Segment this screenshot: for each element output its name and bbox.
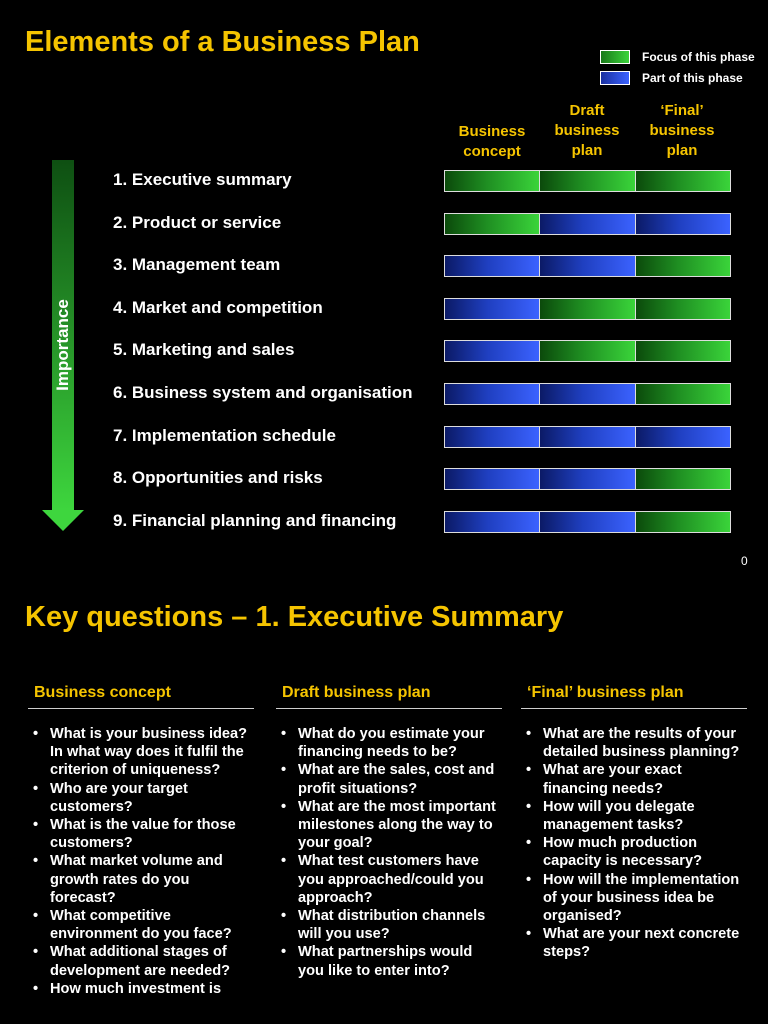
importance-label: Importance <box>53 299 72 391</box>
phase-cell-focus <box>636 469 730 489</box>
question-item: • How will the implementation of your business idea be organised? <box>521 871 747 926</box>
question-item: • Who are your target customers? <box>28 780 254 816</box>
phase-cell-part <box>540 427 635 447</box>
phase-cell-focus <box>636 512 730 532</box>
phase-bar <box>444 468 731 490</box>
question-item: • What partnerships would you like to enter into? <box>276 943 502 979</box>
legend-part <box>600 71 743 85</box>
phase-cell-focus <box>636 171 730 191</box>
phase-cell-focus <box>540 171 635 191</box>
element-label: 1. Executive summary <box>113 170 292 189</box>
phase-cell-focus <box>540 299 635 319</box>
element-label: 4. Market and competition <box>113 297 323 317</box>
legend-part-label: Part of this phase <box>642 71 743 85</box>
element-label: 6. Business system and organisation <box>113 383 413 402</box>
question-column <box>276 684 502 980</box>
phase-bar <box>444 340 731 362</box>
phase-cell-part <box>636 214 730 234</box>
column-header-draft-plan: Draft business plan <box>554 102 620 159</box>
question-item: • How will you delegate management tasks? <box>521 798 747 834</box>
phase-cell-part <box>445 427 540 447</box>
phase-bar <box>444 255 731 277</box>
question-item: • What do you estimate your financing needs to be? <box>276 725 502 761</box>
phase-cell-part <box>445 469 540 489</box>
phase-bar <box>444 170 731 192</box>
question-column-heading: Draft business plan <box>276 684 502 709</box>
question-item: • What market volume and growth rates do you forecast? <box>28 852 254 907</box>
element-label: 5. Marketing and sales <box>113 340 295 360</box>
phase-cell-focus <box>445 214 540 234</box>
legend-focus-label: Focus of this phase <box>642 50 755 64</box>
phase-cell-part <box>540 469 635 489</box>
question-list <box>28 725 254 998</box>
element-label: 7. Implementation schedule <box>113 425 336 445</box>
phase-cell-focus <box>445 171 540 191</box>
phase-cell-focus <box>636 256 730 276</box>
phase-cell-part <box>540 256 635 276</box>
phase-cell-part <box>445 299 540 319</box>
question-item: • What additional stages of development are needed? <box>28 943 254 979</box>
phase-cell-part <box>540 214 635 234</box>
question-item: • What are your next concrete steps? <box>521 925 747 961</box>
phase-cell-focus <box>636 341 730 361</box>
phase-bar <box>444 383 731 405</box>
phase-cell-part <box>445 384 540 404</box>
question-item: • How much production capacity is necessary? <box>521 834 747 870</box>
question-item: • What is the value for those customers? <box>28 816 254 852</box>
question-item: • What are the most important milestones along the way to your goal? <box>276 798 502 853</box>
phase-cell-focus <box>636 299 730 319</box>
phase-cell-focus <box>636 384 730 404</box>
question-list <box>276 725 502 980</box>
slide2-title: Key questions – 1. Executive Summary <box>25 601 564 633</box>
phase-bar <box>444 511 731 533</box>
phase-cell-part <box>445 512 540 532</box>
question-column-heading: ‘Final’ business plan <box>521 684 747 709</box>
phase-bar <box>444 426 731 448</box>
phase-cell-part <box>445 256 540 276</box>
question-item: • What distribution channels will you use? <box>276 907 502 943</box>
legend-focus-swatch <box>600 50 630 64</box>
element-label: 8. Opportunities and risks <box>113 468 323 488</box>
question-item: • What are the results of your detailed business planning? <box>521 725 747 761</box>
question-column <box>521 684 747 962</box>
question-item: • What competitive environment do you face? <box>28 907 254 943</box>
question-item: • What are the sales, cost and profit situations? <box>276 761 502 797</box>
element-label: 3. Management team <box>113 255 281 275</box>
question-item: • What is your business idea? In what way does it fulfil the criterion of uniqueness? <box>28 725 254 780</box>
phase-cell-focus <box>540 341 635 361</box>
legend-focus <box>600 50 755 64</box>
phase-cell-part <box>445 341 540 361</box>
question-column-heading: Business concept <box>28 684 254 709</box>
question-item: • How much investment is <box>28 980 254 998</box>
column-header-business-concept: Business concept <box>458 123 526 160</box>
phase-cell-part <box>540 384 635 404</box>
question-item: • What test customers have you approached/could you approach? <box>276 852 502 907</box>
phase-bar <box>444 213 731 235</box>
question-list <box>521 725 747 962</box>
element-label: 9. Financial planning and financing <box>113 510 397 530</box>
phase-cell-part <box>636 427 730 447</box>
question-item: • What are your exact financing needs? <box>521 761 747 797</box>
phase-cell-part <box>540 512 635 532</box>
question-column <box>28 684 254 998</box>
page-number: 0 <box>741 554 748 568</box>
slide1-title: Elements of a Business Plan <box>25 26 420 58</box>
column-header-final-plan: ‘Final’ business plan <box>649 102 715 159</box>
element-label: 2. Product or service <box>113 212 282 232</box>
phase-bar <box>444 298 731 320</box>
legend-part-swatch <box>600 71 630 85</box>
